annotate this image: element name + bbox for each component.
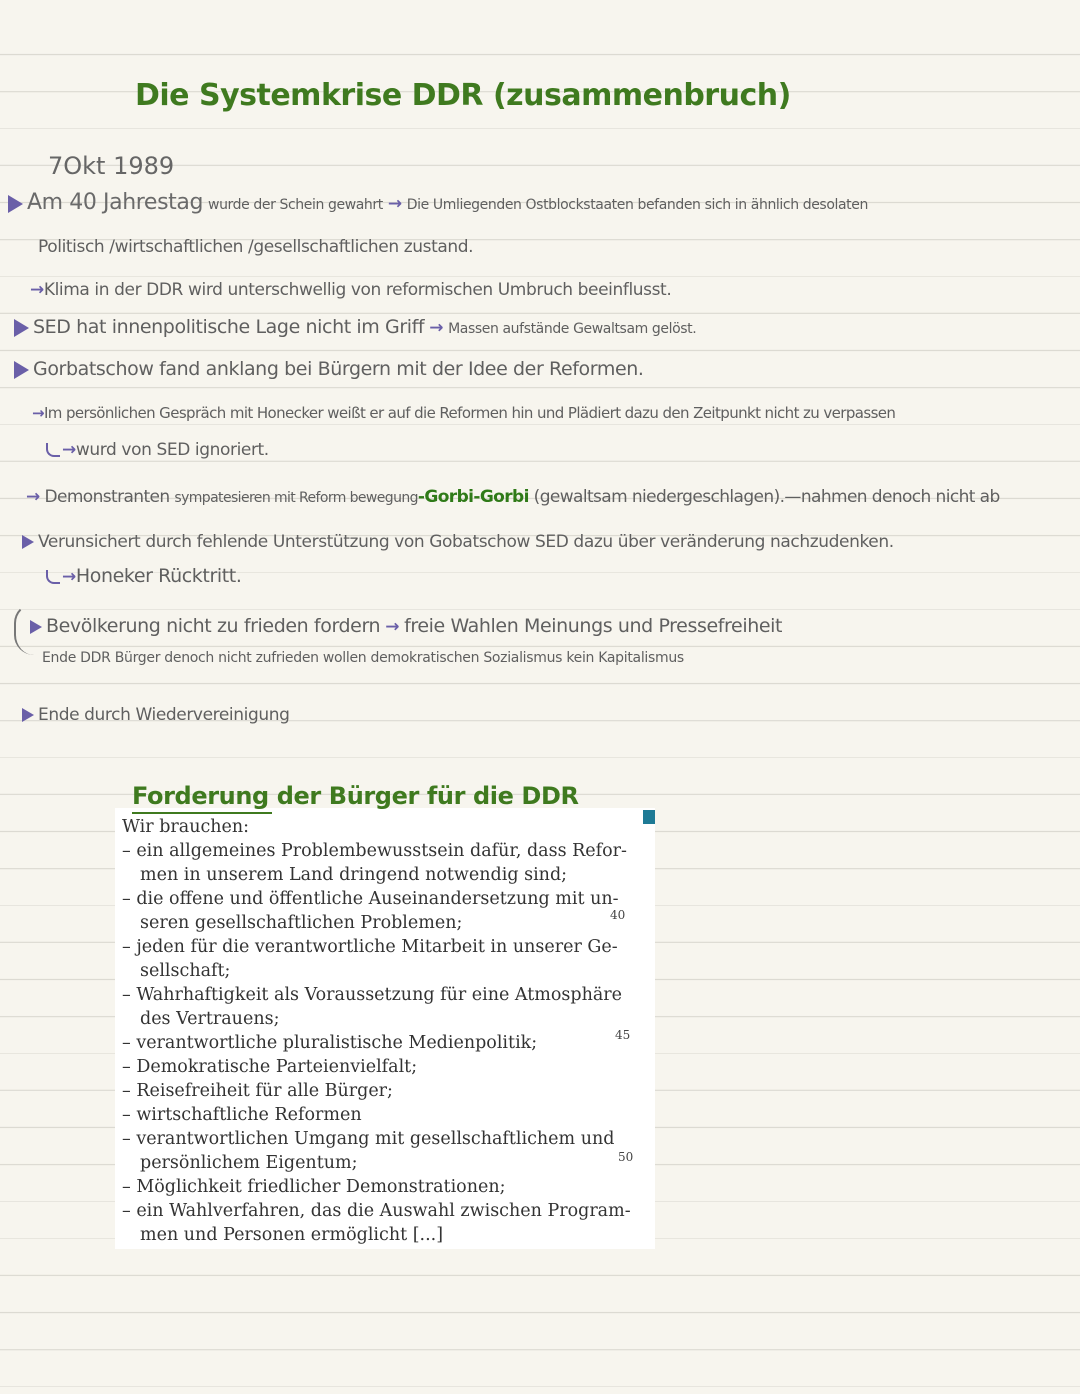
note-text: sympatesieren mit Reform bewegung xyxy=(174,490,418,506)
note-text: Klima in der DDR xyxy=(43,280,183,300)
note-line-3 xyxy=(30,280,671,300)
triangle-bullet-icon xyxy=(14,361,29,379)
page-title: Die Systemkrise DDR (zusammenbruch) xyxy=(135,78,791,113)
arrow-right-icon: → xyxy=(32,404,44,422)
triangle-bullet-icon xyxy=(8,195,23,213)
note-text: —nahmen denoch nicht ab xyxy=(784,487,1000,507)
note-text: wird unterschwellig von reformischen Umbruch beeinflusst. xyxy=(188,280,672,300)
note-line-7 xyxy=(46,440,269,460)
box-line: – ein Wahlverfahren, das die Auswahl zwischen Program- xyxy=(122,1201,631,1221)
hook-arrow-icon xyxy=(46,570,60,584)
note-text: Verunsichert durch fehlende Unterstützung von Gobatschow SED dazu über veränderung nachzudenken. xyxy=(38,532,894,552)
note-text: Im persönlichen Gespräch mit Honecker weißt er auf die Reformen hin und Plädiert dazu den Zeitpunkt nicht zu verpassen xyxy=(43,404,896,422)
note-line-6 xyxy=(32,404,895,422)
note-line-13 xyxy=(22,705,289,725)
note-text: wurde der Schein gewahrt xyxy=(208,197,383,213)
note-line-11 xyxy=(30,615,782,637)
arrow-right-icon: → xyxy=(429,318,444,338)
note-text: wurd von SED ignoriert. xyxy=(75,440,269,460)
note-text: (gewaltsam niedergeschlagen). xyxy=(533,487,785,507)
note-text: Honeker Rücktritt. xyxy=(75,565,242,587)
arrow-right-icon: → xyxy=(385,617,400,637)
triangle-bullet-icon xyxy=(22,708,34,722)
note-text: SED hat innenpolitische Lage nicht im Griff xyxy=(33,316,425,338)
box-line: – wirtschaftliche Reformen xyxy=(122,1105,362,1125)
note-line-5 xyxy=(14,358,644,380)
arrow-right-icon: → xyxy=(62,440,76,460)
box-line: – ein allgemeines Problembewusstsein dafür, dass Refor- xyxy=(122,841,627,861)
note-text: Demonstranten xyxy=(44,487,170,507)
box-line: men in unserem Land dringend notwendig sind; xyxy=(140,865,568,885)
box-line: persönlichem Eigentum; xyxy=(140,1153,358,1173)
box-heading: Forderung der Bürger für die DDR xyxy=(132,782,579,810)
citation-box xyxy=(115,808,655,1249)
hook-arrow-icon xyxy=(46,443,60,457)
box-line: – jeden für die verantwortliche Mitarbeit in unserer Ge- xyxy=(122,937,618,957)
note-line-1 xyxy=(8,190,868,215)
line-number: 50 xyxy=(618,1150,634,1164)
note-line-10 xyxy=(46,565,242,587)
note-text: Die Umliegenden Ostblockstaaten befanden sich in ähnlich desolaten xyxy=(406,197,868,213)
note-line-4 xyxy=(14,316,696,338)
note-text: freie Wahlen Meinungs und Pressefreiheit xyxy=(404,615,783,637)
line-number: 40 xyxy=(610,908,626,922)
line-number: 45 xyxy=(615,1028,631,1042)
box-line: – Wahrhaftigkeit als Voraussetzung für eine Atmosphäre xyxy=(122,985,623,1005)
triangle-bullet-icon xyxy=(22,535,34,549)
arrow-right-icon: → xyxy=(387,194,402,214)
note-text: Ende durch Wiedervereinigung xyxy=(38,705,290,725)
arrow-right-icon: → xyxy=(30,280,44,300)
box-line: – Möglichkeit friedlicher Demonstrationen; xyxy=(122,1177,506,1197)
note-text: Gorbatschow fand anklang bei Bürgern mit der Idee der Reformen. xyxy=(33,358,644,380)
note-text: Bevölkerung nicht zu frieden fordern xyxy=(46,615,381,637)
box-line: – die offene und öffentliche Auseinandersetzung mit un- xyxy=(122,889,619,909)
date-heading: 7Okt 1989 xyxy=(48,152,175,180)
box-line: sellschaft; xyxy=(140,961,231,981)
triangle-bullet-icon xyxy=(30,620,42,634)
note-highlight: -Gorbi-Gorbi xyxy=(417,487,529,507)
blue-marker xyxy=(643,810,655,824)
box-line: Wir brauchen: xyxy=(122,817,250,837)
note-line-2: Politisch /wirtschaftlichen /gesellschaftlichen zustand. xyxy=(38,237,474,257)
arrow-right-icon: → xyxy=(26,487,40,507)
note-text: Am 40 Jahrestag xyxy=(27,190,204,215)
heading-underline xyxy=(132,812,272,814)
box-line: – Demokratische Parteienvielfalt; xyxy=(122,1057,418,1077)
box-line: – verantwortliche pluralistische Medienpolitik; xyxy=(122,1033,538,1053)
box-line: men und Personen ermöglicht [...] xyxy=(140,1225,444,1245)
note-line-12: Ende DDR Bürger denoch nicht zufrieden wollen demokratischen Sozialismus kein Kapitalismus xyxy=(42,650,684,666)
note-text: Massen aufstände Gewaltsam gelöst. xyxy=(448,321,697,337)
arrow-right-icon: → xyxy=(62,567,76,587)
box-line: – verantwortlichen Umgang mit gesellschaftlichem und xyxy=(122,1129,615,1149)
note-line-9 xyxy=(22,532,894,552)
note-line-8 xyxy=(26,487,1000,507)
triangle-bullet-icon xyxy=(14,319,29,337)
box-line: seren gesellschaftlichen Problemen; xyxy=(140,913,463,933)
box-line: des Vertrauens; xyxy=(140,1009,280,1029)
box-line: – Reisefreiheit für alle Bürger; xyxy=(122,1081,393,1101)
